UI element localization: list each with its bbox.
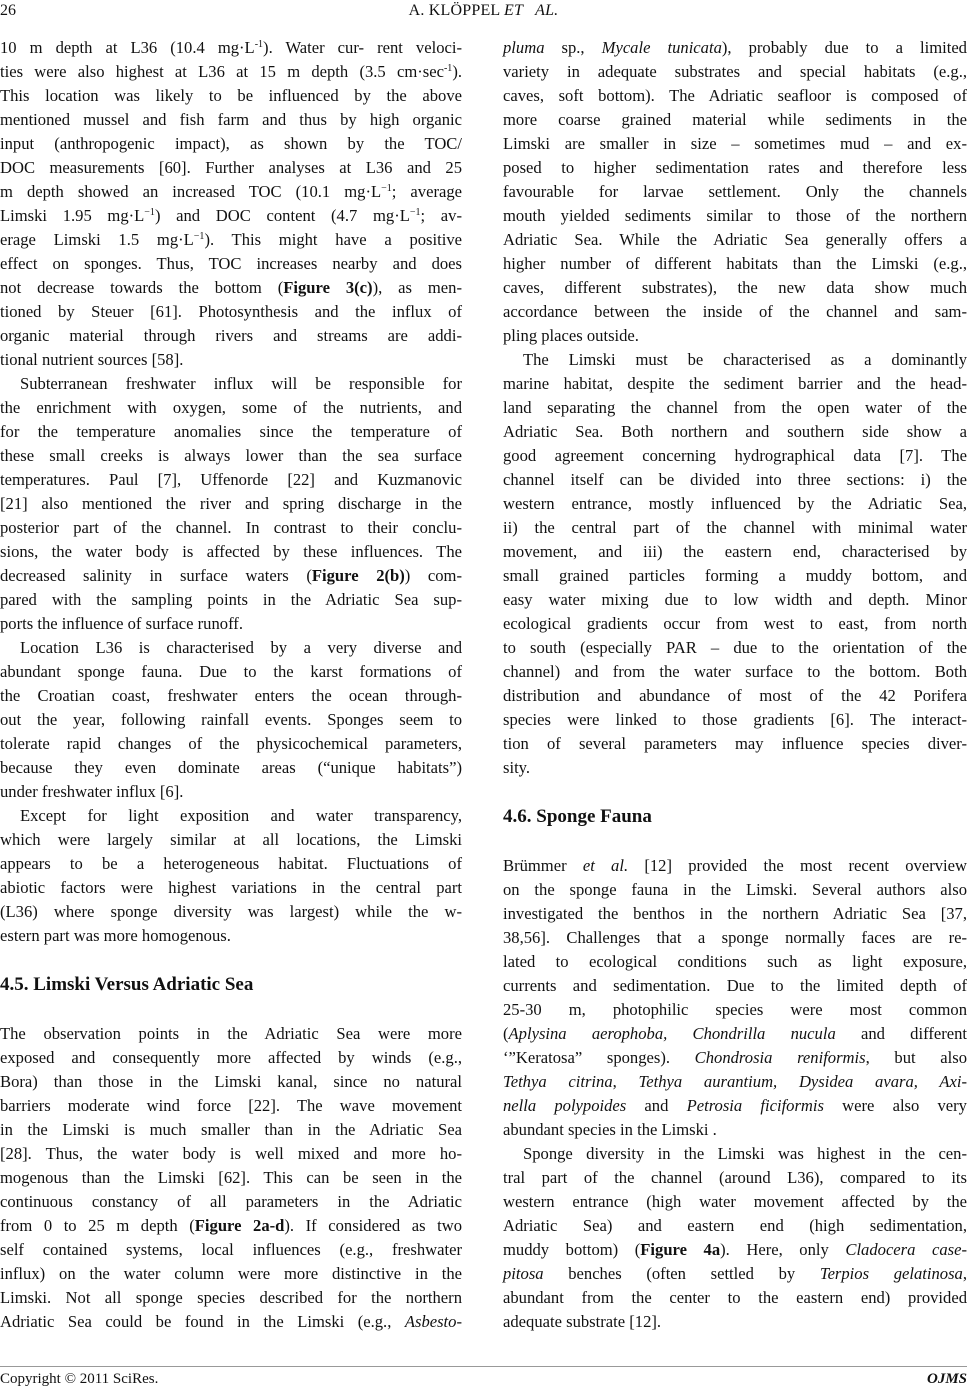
text-line	[503, 1310, 967, 1334]
text-line	[0, 468, 462, 492]
text-run: 25-30 m, photophilic species were most common	[503, 1000, 967, 1019]
superscript: −1	[381, 183, 392, 194]
text-run: in the Limski is much smaller than in the Adriatic Sea	[0, 1120, 462, 1139]
text-line	[503, 84, 967, 108]
text-line	[0, 828, 462, 852]
text-run: not decrease towards the bottom (	[0, 278, 284, 297]
text-line	[0, 1262, 462, 1286]
text-run: (	[503, 1024, 509, 1043]
text-line	[503, 540, 967, 564]
text-line	[503, 492, 967, 516]
running-head-author: A. KLÖPPEL	[408, 2, 500, 19]
right-column	[503, 36, 967, 1334]
text-line	[0, 804, 462, 828]
text-line	[503, 902, 967, 926]
text-line	[503, 156, 967, 180]
text-run: out the year, following rainfall events. Sponges seem to	[0, 710, 462, 729]
text-run: abiotic factors were highest variations in the central part	[0, 878, 462, 897]
superscript: −1	[144, 207, 155, 218]
text-run: ties were also highest at L36 at 15 m depth (3.5 cm·sec	[0, 62, 444, 81]
text-run: small grained particles forming a muddy bottom, and	[503, 566, 967, 585]
text-line	[503, 1262, 967, 1286]
figure-reference: Figure 4a	[640, 1240, 721, 1259]
text-line	[0, 1214, 462, 1238]
text-run: posterior part of the channel. In contrast to their conclu-	[0, 518, 462, 537]
text-run: effect on sponges. Thus, TOC increases nearby and does	[0, 254, 462, 273]
text-line	[0, 756, 462, 780]
species-name: pluma	[503, 38, 545, 57]
text-run: channel itself can be divided into three sections: i) the	[503, 470, 967, 489]
text-line	[503, 1238, 967, 1262]
text-run: Adriatic Sea could be found in the Limski (e.g.,	[0, 1312, 405, 1331]
text-line	[503, 660, 967, 684]
superscript: −1	[409, 207, 421, 218]
text-run: sions, the water body is affected by these influences. The	[0, 542, 462, 561]
text-run: This location was likely to be influenced by the above	[0, 86, 462, 105]
figure-reference: Figure 3(c)	[283, 278, 373, 297]
text-line	[0, 420, 462, 444]
text-run: easy water mixing due to low width and depth. Minor	[503, 590, 967, 609]
text-line	[0, 1286, 462, 1310]
text-line	[503, 974, 967, 998]
text-run: because they even dominate areas (“unique habitats”)	[0, 758, 462, 777]
text-run: marine habitat, despite the sediment barrier and the head-	[503, 374, 967, 393]
text-run: self contained systems, local influences (e.g., freshwater	[0, 1240, 462, 1259]
text-run: ports the influence of surface runoff.	[0, 614, 243, 633]
text-run: lated to ecological conditions such as light exposure,	[503, 952, 967, 971]
text-line	[0, 492, 462, 516]
text-line	[0, 924, 462, 948]
text-line	[0, 684, 462, 708]
text-run: Adriatic Sea) and eastern end (high sedimentation,	[503, 1216, 967, 1235]
text-run: accordance between the inside of the channel and sam-	[503, 302, 967, 321]
text-line	[503, 300, 967, 324]
text-line	[0, 660, 462, 684]
text-line	[503, 1118, 967, 1142]
species-name: Tethya aurantium, Dysidea avara, Axi-	[638, 1072, 967, 1091]
text-run: ,	[612, 1072, 639, 1091]
text-run: Sponge diversity in the Limski was highest in the cen-	[523, 1144, 967, 1163]
text-run: muddy bottom) (	[503, 1240, 641, 1259]
spacer	[0, 1002, 462, 1022]
text-run: Brümmer	[503, 856, 583, 875]
text-run: 38,56]. Challenges that a sponge normally faces are re-	[503, 928, 967, 947]
text-run: benches (often settled by	[543, 1264, 820, 1283]
text-line	[503, 1214, 967, 1238]
page-number: 26	[0, 2, 16, 19]
text-run: pared with the sampling points in the Adriatic Sea sup-	[0, 590, 462, 609]
text-line	[0, 1142, 462, 1166]
text-run: [21] also mentioned the river and spring discharge in the	[0, 494, 462, 513]
text-line	[503, 1142, 967, 1166]
text-run: Limski 1.95 mg·L	[0, 206, 145, 225]
text-line	[503, 372, 967, 396]
text-run: barriers moderate wind force [22]. The wave movement	[0, 1096, 462, 1115]
text-run: on the sponge fauna in the Limski. Several authors also	[503, 880, 967, 899]
text-line	[503, 324, 967, 348]
text-line	[0, 60, 462, 84]
text-run: (L36) where sponge diversity was largest) while the w-	[0, 902, 462, 921]
text-line	[0, 876, 462, 900]
text-run: these small creeks is always lower than the sea surface	[0, 446, 462, 465]
text-line	[0, 1118, 462, 1142]
text-line	[503, 1166, 967, 1190]
text-line	[503, 228, 967, 252]
text-run: Bora) than those in the Limski kanal, since no natural	[0, 1072, 462, 1091]
text-run: favourable for larvae settlement. Only the channels	[503, 182, 967, 201]
spacer	[0, 948, 462, 968]
text-line	[0, 540, 462, 564]
running-head	[0, 2, 967, 20]
text-line	[503, 926, 967, 950]
text-line	[0, 780, 462, 804]
text-line	[0, 1022, 462, 1046]
text-run: abundant sponge fauna. Due to the karst formations of	[0, 662, 462, 681]
text-line	[503, 564, 967, 588]
text-run: ), as men-	[372, 278, 462, 297]
text-run: caves, soft bottom). The Adriatic seafloor is composed of	[503, 86, 967, 105]
text-line	[503, 1070, 967, 1094]
text-run: ) com-	[404, 566, 462, 585]
page-header	[0, 2, 967, 24]
text-run: channel) and from the water surface to the bottom. Both	[503, 662, 967, 681]
text-line	[0, 156, 462, 180]
text-line	[503, 684, 967, 708]
text-run: caves, different substrates), the new data show much	[503, 278, 967, 297]
text-run: variety in adequate substrates and special habitats (e.g.,	[503, 62, 967, 81]
text-run: The Limski must be characterised as a dominantly	[523, 350, 967, 369]
text-run: distribution and abundance of most of the 42 Porifera	[503, 686, 967, 705]
text-run: abundant from the center to the eastern end) provided	[503, 1288, 967, 1307]
species-name: Cladocera case-	[845, 1240, 967, 1259]
text-run: mentioned mussel and fish farm and thus by high organic	[0, 110, 462, 129]
text-run: ecological gradients occur from west to east, from north	[503, 614, 967, 633]
text-line	[0, 180, 462, 204]
species-name: Asbesto-	[404, 1312, 462, 1331]
species-name: Terpios gelatinosa	[819, 1264, 963, 1283]
text-run: species were linked to those gradients [6]. The interact-	[503, 710, 967, 729]
text-run: appears to be a heterogeneous habitat. Fluctuations of	[0, 854, 462, 873]
text-run: western entrance (high water movement affected by the	[503, 1192, 967, 1211]
text-line	[0, 852, 462, 876]
text-line	[503, 1022, 967, 1046]
text-line	[0, 132, 462, 156]
text-line	[503, 204, 967, 228]
text-run: 10 m depth at L36 (10.4 mg·L	[0, 38, 255, 57]
species-name: Mycale tunicata	[601, 38, 722, 57]
text-line	[503, 612, 967, 636]
text-run: input (anthropogenic impact), as shown by the TOC/	[0, 134, 462, 153]
text-line	[0, 372, 462, 396]
text-run: sity.	[503, 758, 531, 777]
text-line	[0, 636, 462, 660]
text-line	[503, 444, 967, 468]
text-line	[503, 1190, 967, 1214]
text-line	[503, 708, 967, 732]
text-run: sp.,	[544, 38, 602, 57]
text-line	[503, 420, 967, 444]
text-line	[0, 564, 462, 588]
text-run: ). Water cur- rent veloci-	[263, 38, 462, 57]
text-line	[503, 878, 967, 902]
text-run: and	[626, 1096, 687, 1115]
journal-name: OJMS	[926, 1371, 967, 1387]
superscript: -1	[443, 63, 453, 74]
text-line	[503, 468, 967, 492]
text-run: ). This might have a positive	[204, 230, 462, 249]
text-run: posed to higher sedimentation rates and therefore less	[503, 158, 967, 177]
text-line	[0, 732, 462, 756]
species-name: Chondrosia reniformis	[694, 1048, 866, 1067]
species-name: Tethya citrina	[503, 1072, 613, 1091]
text-line	[503, 396, 967, 420]
text-line	[503, 60, 967, 84]
text-line	[0, 300, 462, 324]
text-run: Limski are smaller in size – sometimes mud – and ex-	[503, 134, 967, 153]
text-line	[0, 252, 462, 276]
text-run: mogenous than the Limski [62]. This can be seen in the	[0, 1168, 462, 1187]
species-name: Aplysina aerophoba, Chondrilla nucula	[508, 1024, 836, 1043]
text-line	[0, 228, 462, 252]
text-run: tioned by Steuer [61]. Photosynthesis and the influx of	[0, 302, 462, 321]
text-line	[0, 348, 462, 372]
species-name: Petrosia ficiformis	[686, 1096, 824, 1115]
text-line	[0, 324, 462, 348]
text-run: land separating the channel from the open water of the	[503, 398, 967, 417]
text-run: from 0 to 25 m depth (	[0, 1216, 195, 1235]
text-run: ‘”Keratosa” sponges).	[503, 1048, 695, 1067]
species-name: et al.	[582, 856, 629, 875]
text-run: erage Limski 1.5 mg·L	[0, 230, 194, 249]
text-line	[503, 1094, 967, 1118]
text-run: Except for light exposition and water transparency,	[20, 806, 462, 825]
text-line	[503, 1286, 967, 1310]
text-run: [28]. Thus, the water body is well mixed and more ho-	[0, 1144, 462, 1163]
text-run: decreased salinity in surface waters (	[0, 566, 312, 585]
spacer	[503, 834, 967, 854]
text-run: ). Here, only	[720, 1240, 846, 1259]
superscript: -1	[254, 39, 264, 50]
text-run: Subterranean freshwater influx will be responsible for	[20, 374, 462, 393]
text-line	[503, 756, 967, 780]
section-heading: 4.5. Limski Versus Adriatic Sea	[0, 974, 254, 995]
text-line	[0, 1094, 462, 1118]
text-line	[503, 588, 967, 612]
text-run: currents and sedimentation. Due to the limited depth of	[503, 976, 967, 995]
text-line	[0, 1046, 462, 1070]
text-line	[503, 854, 967, 878]
superscript: −1	[193, 231, 205, 242]
text-run: Adriatic Sea. While the Adriatic Sea generally offers a	[503, 230, 967, 249]
text-line	[0, 84, 462, 108]
text-line	[503, 36, 967, 60]
text-run: higher number of different habitats than the Limski (e.g.,	[503, 254, 967, 273]
text-run: organic material through rivers and streams are addi-	[0, 326, 462, 345]
text-line	[0, 204, 462, 228]
text-run: ; av-	[420, 206, 462, 225]
text-run: tional nutrient sources [58].	[0, 350, 184, 369]
text-run: under freshwater influx [6].	[0, 782, 184, 801]
text-run: ii) the central part of the channel with minimal water	[503, 518, 967, 537]
text-line	[0, 708, 462, 732]
text-line	[503, 1046, 967, 1070]
page-footer	[0, 1366, 967, 1389]
text-run: DOC measurements [60]. Further analyses at L36 and 25	[0, 158, 462, 177]
text-run: temperatures. Paul [7], Uffenorde [22] and Kuzmanovic	[0, 470, 462, 489]
text-run: pling places outside.	[503, 326, 639, 345]
text-run: Limski. Not all sponge species described for the northern	[0, 1288, 462, 1307]
text-line	[0, 516, 462, 540]
text-line	[0, 276, 462, 300]
text-line	[503, 950, 967, 974]
text-line	[0, 36, 462, 60]
text-run: which were largely similar at all locations, the Limski	[0, 830, 462, 849]
text-run: tolerate rapid changes of the physicochemical parameters,	[0, 734, 462, 753]
text-run: were also very	[823, 1096, 967, 1115]
text-run: adequate substrate [12].	[503, 1312, 662, 1331]
text-run: ), probably due to a limited	[721, 38, 967, 57]
species-name: pitosa	[503, 1264, 544, 1283]
text-line	[0, 108, 462, 132]
text-run: ; average	[391, 182, 463, 201]
text-run: m depth showed an increased TOC (10.1 mg·L	[0, 182, 382, 201]
figure-reference: Figure 2(b)	[311, 566, 405, 585]
text-line	[503, 516, 967, 540]
text-line	[0, 1166, 462, 1190]
spacer	[503, 780, 967, 800]
copyright-notice: Copyright © 2011 SciRes.	[0, 1371, 159, 1387]
text-run: the Croatian coast, freshwater enters the ocean through-	[0, 686, 462, 705]
text-run: Adriatic Sea. Both northern and southern side show a	[503, 422, 967, 441]
text-line	[0, 1238, 462, 1262]
text-run: mouth yielded sediments similar to those of the northern	[503, 206, 967, 225]
text-line	[0, 612, 462, 636]
text-run: The observation points in the Adriatic Sea were more	[0, 1024, 462, 1043]
species-name: nella polypoides	[503, 1096, 627, 1115]
text-run: tral part of the channel (around L36), compared to its	[503, 1168, 967, 1187]
text-line	[503, 180, 967, 204]
text-run: [12] provided the most recent overview	[628, 856, 967, 875]
running-head-etal: ET AL.	[504, 2, 559, 19]
text-run: tion of several parameters may influence species diver-	[503, 734, 967, 753]
text-line	[503, 998, 967, 1022]
left-column	[0, 36, 462, 1334]
text-run: good agreement concerning hydrographical data [7]. The	[503, 446, 967, 465]
text-line	[503, 348, 967, 372]
text-run: ,	[962, 1264, 967, 1283]
text-run: Location L36 is characterised by a very diverse and	[20, 638, 462, 657]
text-run: more coarse grained material while sediments in the	[503, 110, 967, 129]
text-line	[503, 636, 967, 660]
text-line	[503, 132, 967, 156]
text-line	[503, 252, 967, 276]
figure-reference: Figure 2a-d	[194, 1216, 285, 1235]
text-run: ) and DOC content (4.7 mg·L	[154, 206, 410, 225]
text-line	[0, 396, 462, 420]
text-run: investigated the benthos in the northern Adriatic Sea [37,	[503, 904, 967, 923]
text-run: continuous constancy of all parameters in the Adriatic	[0, 1192, 462, 1211]
text-run: exposed and consequently more affected by winds (e.g.,	[0, 1048, 462, 1067]
text-line	[0, 1310, 462, 1334]
text-line	[0, 1070, 462, 1094]
text-run: movement, and iii) the eastern end, characterised by	[503, 542, 967, 561]
text-line	[503, 108, 967, 132]
text-run: ).	[452, 62, 462, 81]
text-line	[503, 276, 967, 300]
text-line	[0, 588, 462, 612]
text-run: ). If considered as two	[284, 1216, 462, 1235]
text-run: for the temperature anomalies since the temperature of	[0, 422, 462, 441]
section-heading: 4.6. Sponge Fauna	[503, 806, 652, 827]
text-run: to south (especially PAR – due to the orientation of the	[503, 638, 967, 657]
text-line	[0, 900, 462, 924]
text-run: influx) on the water column were more distinctive in the	[0, 1264, 462, 1283]
text-line	[0, 1190, 462, 1214]
text-run: and different	[835, 1024, 967, 1043]
text-run: abundant species in the Limski .	[503, 1120, 717, 1139]
text-run: , but also	[865, 1048, 967, 1067]
text-run: western entrance, mostly influenced by the Adriatic Sea,	[503, 494, 967, 513]
text-run: the enrichment with oxygen, some of the nutrients, and	[0, 398, 462, 417]
text-line	[0, 444, 462, 468]
text-line	[503, 732, 967, 756]
text-run: estern part was more homogenous.	[0, 926, 231, 945]
